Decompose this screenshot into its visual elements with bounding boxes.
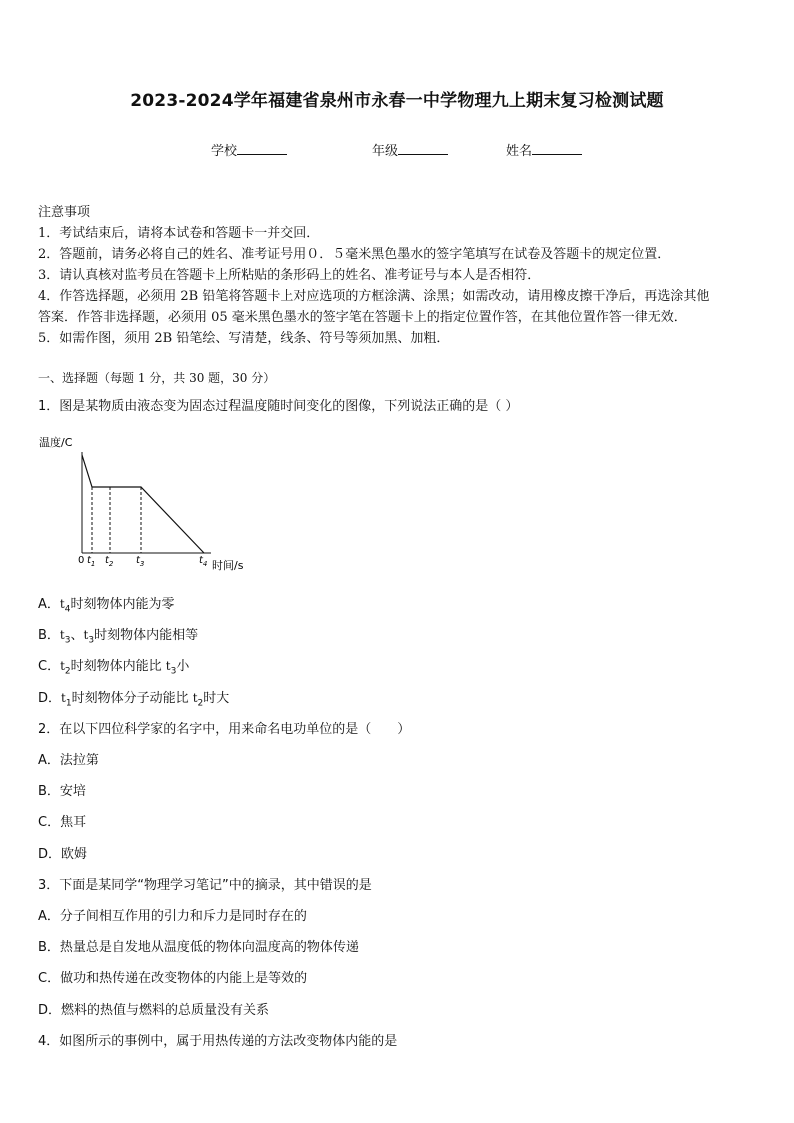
time-symbol: t [61, 691, 66, 705]
time-subscript: 3 [170, 666, 177, 677]
time-symbol: t [59, 628, 65, 642]
notes-heading: 注意事项 [38, 205, 91, 220]
school-blank[interactable] [237, 142, 287, 155]
section-heading: 一、选择题（每题 1 分，共 30 题，30 分） [38, 371, 276, 385]
name-field[interactable] [506, 140, 582, 159]
school-label: 学校 [211, 144, 238, 159]
grade-blank[interactable] [398, 142, 448, 155]
question-1-option-a[interactable] [38, 593, 174, 615]
time-symbol: t [165, 659, 171, 673]
question-3-option-c[interactable]: C．做功和热传递在改变物体的内能上是等效的 [38, 971, 308, 986]
notes-block [38, 202, 760, 349]
option-prefix: C． [38, 659, 61, 674]
time-subscript: 1 [65, 698, 72, 709]
option-text: 时刻物体分子动能比 [71, 691, 193, 706]
question-1-option-d[interactable] [38, 687, 229, 709]
question-4-stem: 4．如图所示的事例中，属于用热传递的方法改变物体内能的是 [38, 1034, 398, 1049]
option-text: 小 [176, 659, 190, 674]
question-2-option-c[interactable]: C．焦耳 [38, 815, 87, 830]
time-subscript: 3 [88, 635, 95, 646]
note-item: 5．如需作图，须用 2B 铅笔绘、写清楚，线条、符号等须加黑、加粗． [38, 331, 450, 346]
chart-y-label: 温度/C [39, 436, 73, 449]
note-item: 1．考试结束后，请将本试卷和答题卡一并交回． [38, 226, 320, 241]
option-text: 时大 [203, 691, 230, 706]
note-item: 2．答题前，请务必将自己的姓名、准考证号用０．５毫米黑色墨水的签字笔填写在试卷及答题卡的规定位置． [38, 247, 671, 262]
document-title: 2023-2024学年福建省泉州市永春一中学物理九上期末复习检测试题 [130, 91, 664, 111]
option-text: 、 [70, 628, 84, 643]
option-text: 时刻物体内能比 [70, 659, 166, 674]
x-tick-label: $t_3$ [136, 555, 145, 568]
temperature-time-chart [36, 432, 266, 577]
x-tick-label: $t_4$ [199, 555, 208, 568]
option-prefix: D． [38, 691, 62, 706]
question-1-option-c[interactable] [38, 655, 189, 677]
chart-origin-label: 0 [78, 555, 85, 566]
option-text: 时刻物体内能为零 [70, 597, 175, 612]
time-subscript: 2 [197, 698, 204, 709]
x-tick-label: $t_2$ [105, 555, 114, 568]
time-symbol: t [192, 691, 198, 705]
cooling-curve [82, 455, 204, 553]
question-3-option-a[interactable]: A．分子间相互作用的引力和斥力是同时存在的 [38, 909, 307, 924]
question-2-option-b[interactable]: B．安培 [38, 784, 86, 799]
x-tick-label: $t_1$ [87, 555, 96, 568]
note-item: 答案．作答非选择题，必须用 05 毫米黑色墨水的签字笔在答题卡上的指定位置作答，在其他位置作答一律无效． [38, 310, 687, 325]
question-1-stem: 1．图是某物质由液态变为固态过程温度随时间变化的图像，下列说法正确的是（ ） [38, 399, 519, 414]
grade-label: 年级 [372, 144, 399, 159]
note-item: 3．请认真核对监考员在答题卡上所粘贴的条形码上的姓名、准考证号与本人是否相符． [38, 268, 541, 283]
name-blank[interactable] [532, 142, 582, 155]
option-prefix: A． [38, 597, 60, 612]
option-text: 时刻物体内能相等 [94, 628, 199, 643]
chart-x-label: 时间/s [212, 559, 244, 572]
question-1-option-b[interactable] [38, 624, 198, 646]
question-3-stem: 3．下面是某同学“物理学习笔记”中的摘录，其中错误的是 [38, 878, 372, 893]
name-label: 姓名 [506, 144, 533, 159]
time-symbol: t [83, 628, 89, 642]
time-symbol: t [60, 659, 65, 673]
time-subscript: 3 [64, 635, 71, 646]
grade-field[interactable] [372, 140, 448, 159]
question-2-stem: 2．在以下四位科学家的名字中，用来命名电功单位的是（ ） [38, 722, 411, 737]
time-subscript: 2 [64, 666, 71, 677]
time-subscript: 4 [64, 604, 71, 615]
option-prefix: B． [38, 628, 60, 643]
question-3-option-b[interactable]: B．热量总是自发地从温度低的物体向温度高的物体传递 [38, 940, 359, 955]
question-3-option-d[interactable]: D．燃料的热值与燃料的总质量没有关系 [38, 1003, 270, 1018]
time-symbol: t [59, 597, 65, 611]
note-item: 4．作答选择题，必须用 2B 铅笔将答题卡上对应选项的方框涂满、涂黑；如需改动，请用橡皮擦干净后，再选涂其他 [38, 289, 710, 304]
question-2-option-d[interactable]: D．欧姆 [38, 847, 88, 862]
question-2-option-a[interactable]: A．法拉第 [38, 753, 99, 768]
school-field[interactable] [211, 140, 287, 159]
